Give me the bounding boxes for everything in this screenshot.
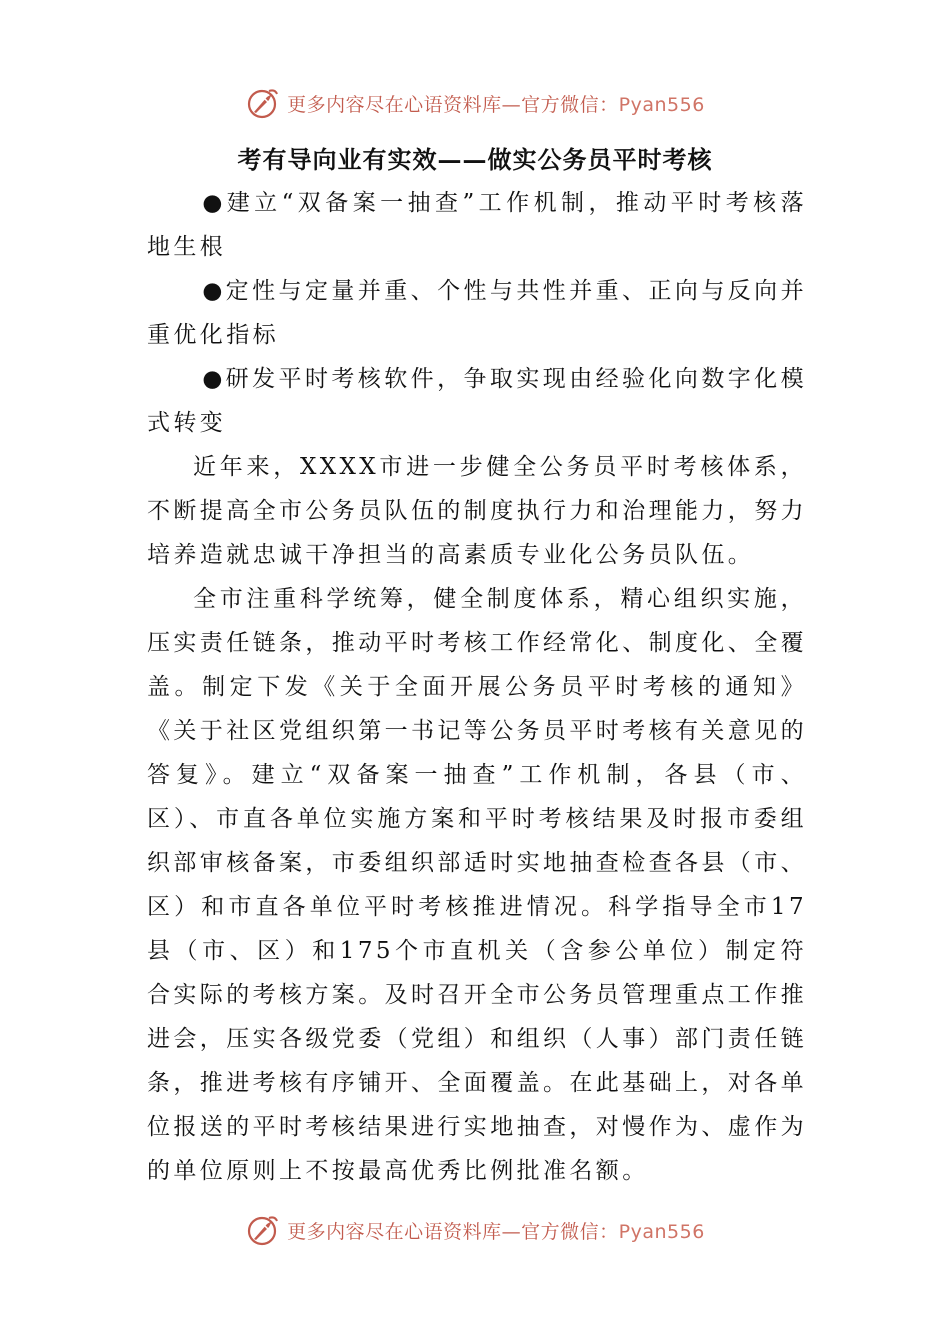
banner-text — [287, 1217, 705, 1244]
bullet-point: ●定性与定量并重、个性与共性并重、正向与反向并重优化指标 — [147, 278, 807, 348]
pen-nib-circle-icon — [245, 85, 281, 121]
document-body — [147, 181, 807, 1193]
pen-nib-circle-icon — [245, 1212, 281, 1248]
banner-label: 更多内容尽在心语资料库—官方微信： — [287, 93, 619, 116]
banner-label: 更多内容尽在心语资料库—官方微信： — [287, 1220, 619, 1243]
document-title: 考有导向业有实效——做实公务员平时考核 — [237, 145, 713, 174]
bullet-point: ●研发平时考核软件，争取实现由经验化向数字化模式转变 — [147, 366, 807, 436]
wechat-id: Pyan556 — [618, 1220, 705, 1243]
wechat-id: Pyan556 — [618, 93, 705, 116]
body-paragraph: 全市注重科学统筹，健全制度体系，精心组织实施，压实责任链条，推动平时考核工作经常化、制度化、全覆盖。制定下发《关于全面开展公务员平时考核的通知》《关于社区党组织第一书记等公务员平时考核有关意见的答复》。建立“双备案一抽查”工作机制，各县（市、区）、市直各单位实施方案和平时考核结果及时报市委组织部审核备案，市委组织部适时实地抽查检查各县（市、区）和市直各单位平时考核推进情况。科学指导全市17县（市、区）和175个市直机关（含参公单位）制定符合实际的考核方案。及时召开全市公务员管理重点工作推进会，压实各级党委（党组）和组织（人事）部门责任链条，推进考核有序铺开、全面覆盖。在此基础上，对各单位报送的平时考核结果进行实地抽查，对慢作为、虚作为的单位原则上不按最高优秀比例批准名额。 — [147, 586, 807, 1184]
body-paragraph: 近年来，XXXX市进一步健全公务员平时考核体系，不断提高全市公务员队伍的制度执行力和治理能力，努力培养造就忠诚干净担当的高素质专业化公务员队伍。 — [147, 454, 807, 568]
banner-text — [287, 90, 705, 117]
footer-banner — [0, 1210, 950, 1250]
header-banner — [0, 83, 950, 123]
bullet-point: ●建立“双备案一抽查”工作机制，推动平时考核落地生根 — [147, 190, 807, 260]
